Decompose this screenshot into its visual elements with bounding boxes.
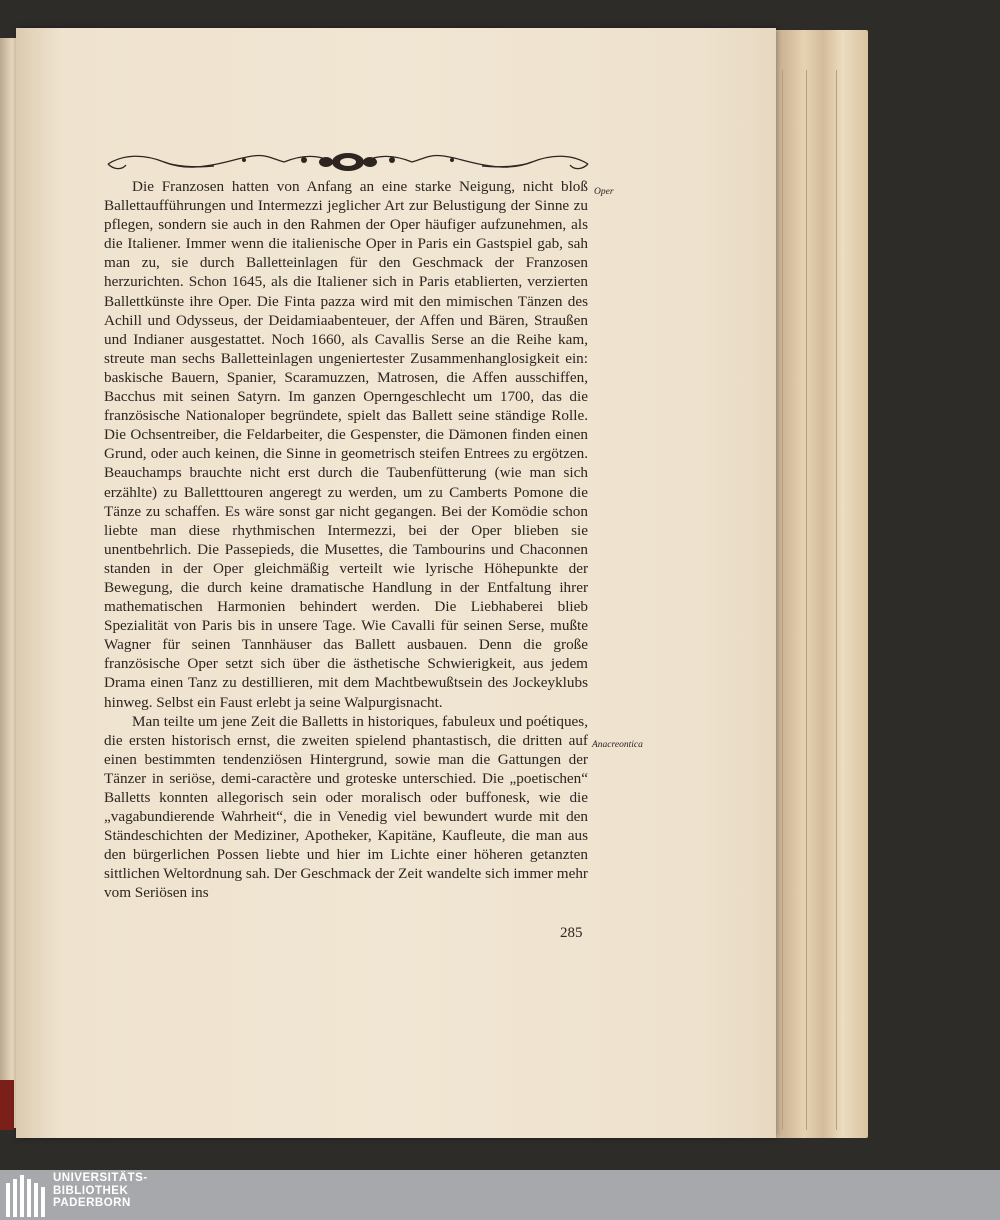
library-name bbox=[53, 1172, 148, 1210]
margin-note-anacreontica: Anacreontica bbox=[592, 740, 643, 750]
margin-note-oper: Oper bbox=[594, 187, 614, 197]
ornament-header bbox=[104, 148, 592, 176]
page-edge-line bbox=[836, 70, 837, 1130]
library-logo-icon bbox=[4, 1173, 48, 1217]
paragraph: Die Franzosen hatten von Anfang an eine starke Neigung, nicht bloß Ballettaufführungen und Intermezzi jeglicher Art zur Belustigung der Sinne zu pflegen, sondern sie auch in den Rahmen der Oper häufiger aufzunehmen, als die Italiener. Immer wenn die italienische Oper in Paris ein Gastspiel gab, sah man zu, sie durch Balletteinlagen für den Geschmack der Franzosen herzurichten. Schon 1645, als die Italiener sich in Paris etablierten, verzierten Ballettkünste ihre Oper. Die Finta pazza wird mit den mimischen Tänzen des Achill und Odysseus, der Deidamiaabenteuer, der Affen und Bären, Straußen und Indianer ausgestattet. Noch 1660, als Cavallis Serse an die Reihe kam, streute man sechs Balletteinlagen ungeniertester Zusammenhanglosigkeit ein: baskische Bauern, Spanier, Scaramuzzen, Matrosen, die Affen ausschiffen, Bacchus mit seinen Satyrn. Im ganzen Operngeschlecht um 1700, das die französische Nationaloper begründete, spielt das Ballett seine ständige Rolle. Die Ochsentreiber, die Feldarbeiter, die Gespenster, die Dämonen finden einen Grund, oder auch keinen, die Sinne in geometrisch steifen Entrees zu ergötzen. Beauchamps brauchte nicht erst durch die Taubenfütterung (wie man sich erzählte) zu Balletttouren angeregt zu werden, um zu Camberts Pomone die Tänze zu schaffen. Es wäre sonst gar nicht gegangen. Bei der Komödie schon liebte man diese rhythmischen Intermezzi, bei der Oper blieben sie unentbehrlich. Die Passepieds, die Musettes, die Tambourins und Chaconnen standen in der Oper gleichmäßig verteilt wie lyrische Höhepunkte der Bewegung, die durch keine dramatische Handlung in der Entfaltung ihrer mathematischen Harmonien behindert werden. Die Liebhaberei blieb Spezialität von Paris bis in unsere Tage. Wie Cavalli für seinen Serse, mußte Wagner für seinen Tannhäuser das Ballett ausbauen. Denn die große französische Oper setzt sich über die ästhetische Schwierigkeit, aus jedem Drama einen Tanz zu destillieren, mit dem Machtbewußtsein des Jockeyklubs hinweg. Selbst ein Faust erlebt ja seine Walpurgisnacht. bbox=[104, 178, 588, 711]
library-name-line: PADERBORN bbox=[53, 1197, 131, 1209]
library-name-line: BIBLIOTHEK bbox=[53, 1184, 129, 1197]
page-edge-line bbox=[806, 70, 807, 1130]
library-footer bbox=[0, 1170, 1000, 1220]
paragraph: Man teilte um jene Zeit die Balletts in historiques, fabuleux und poétiques, die ersten historisch ernst, die zweiten spielend phantastisch, die dritten auf einen bestimmten tendenziösen Hintergrund, sowie man die Gattungen der Tänzer in seriöse, demi-caractère und groteske unterschied. Die „poetischen“ Balletts konnten allegorisch sein oder moralisch oder buffonesk, wie die „vagabundierende Wahrheit“, die in Venedig viel bewundert wurde mit den Ständeschichten der Mediziner, Apotheker, Kapitäne, Kaufleute, die man aus den bürgerlichen Possen liebte und hier im Lichte einer höheren getanzten sittlichen Weltordnung sah. Der Geschmack der Zeit wandelte sich immer mehr vom Seriösen ins bbox=[104, 712, 588, 902]
library-name-line: UNIVERSITÄTS- bbox=[53, 1172, 148, 1184]
book-spine bbox=[0, 1080, 14, 1130]
page-number: 285 bbox=[560, 925, 583, 941]
body-text bbox=[104, 177, 588, 903]
page-edge-line bbox=[782, 70, 783, 1130]
